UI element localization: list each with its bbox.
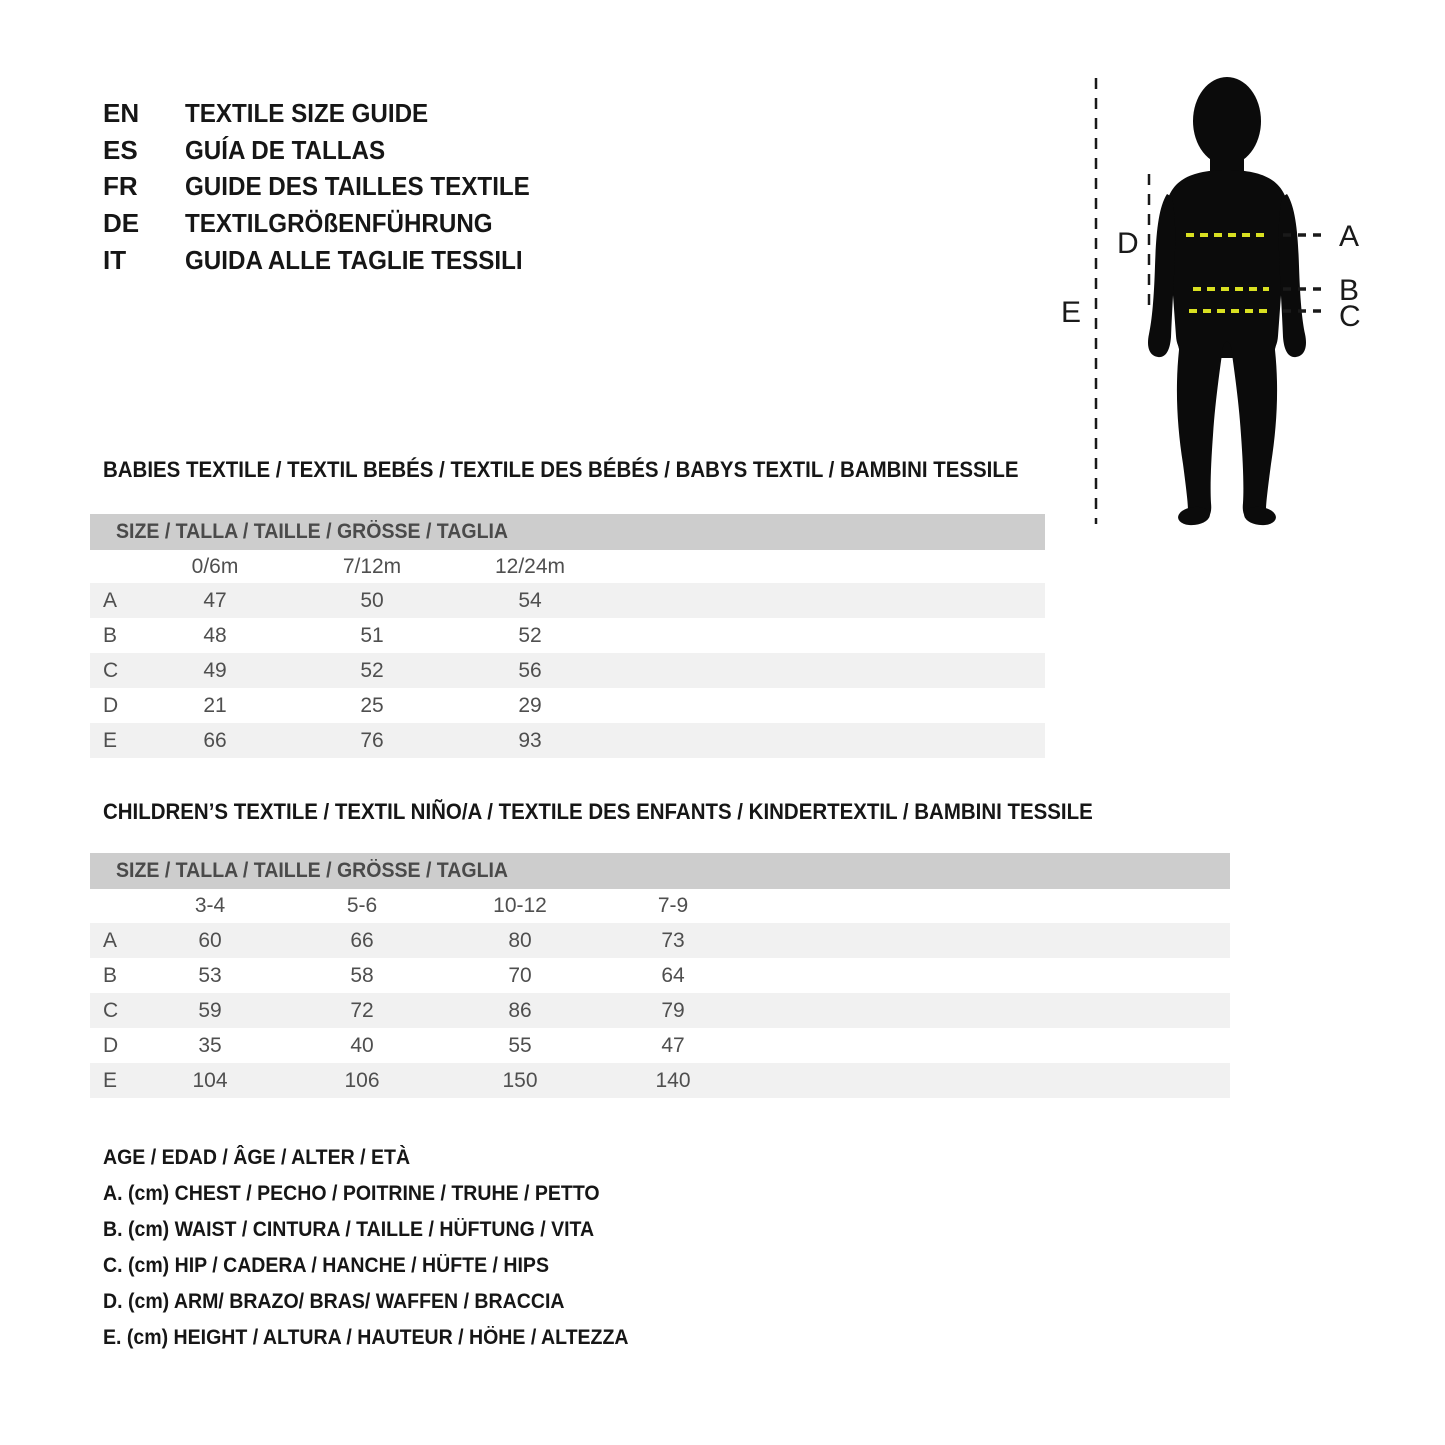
figure-label-c: C (1339, 300, 1361, 333)
silhouette-left-arm (1148, 194, 1175, 357)
children-row-d-val-0: 35 (198, 1034, 222, 1057)
children-column-header-row (90, 889, 1230, 923)
language-title-es: GUÍA DE TALLAS (185, 134, 386, 165)
children-row-b-val-0: 53 (198, 964, 222, 987)
babies-row-b-label: B (103, 624, 118, 647)
language-code-fr: FR (103, 171, 138, 202)
children-col-header-0: 3-4 (194, 894, 226, 917)
figure-label-e: E (1061, 296, 1082, 329)
measurement-diagram (1055, 60, 1415, 540)
legend-line-hip: C. (cm) HIP / CADERA / HANCHE / HÜFTE / HIPS (103, 1254, 549, 1277)
children-row-e-val-0: 104 (192, 1069, 228, 1092)
silhouette-right-leg (1232, 348, 1277, 520)
babies-row-c-val-0: 49 (203, 659, 227, 682)
babies-row-c-val-1: 52 (360, 659, 384, 682)
babies-row-c (90, 653, 1045, 688)
language-code-en: EN (103, 98, 140, 128)
babies-row-d-val-0: 21 (203, 694, 227, 717)
language-row-fr (103, 168, 556, 205)
children-table-header: SIZE / TALLA / TAILLE / GRÖSSE / TAGLIA (116, 859, 509, 882)
language-title-fr: GUIDE DES TAILLES TEXTILE (185, 171, 530, 202)
children-row-e-label: E (103, 1069, 118, 1092)
figure-label-d: D (1117, 227, 1139, 260)
babies-row-d-val-1: 25 (360, 694, 384, 717)
babies-table-header-bar (90, 514, 1045, 550)
children-row-b-val-3: 64 (661, 964, 685, 987)
children-table-header-bar (90, 853, 1230, 889)
babies-row-a-val-1: 50 (360, 589, 384, 612)
children-col-header-1: 5-6 (346, 894, 378, 917)
legend-line-chest: A. (cm) CHEST / PECHO / POITRINE / TRUHE / PETTO (103, 1182, 600, 1205)
children-row-a (90, 923, 1230, 958)
babies-table-header: SIZE / TALLA / TAILLE / GRÖSSE / TAGLIA (116, 520, 509, 543)
children-row-e-val-2: 150 (502, 1069, 538, 1092)
children-row-d-val-3: 47 (661, 1034, 685, 1057)
babies-table (90, 514, 1045, 793)
babies-col-header-2: 12/24m (494, 555, 566, 578)
legend-line-waist: B. (cm) WAIST / CINTURA / TAILLE / HÜFTUNG / VITA (103, 1218, 595, 1241)
children-row-b (90, 958, 1230, 993)
children-row-d-val-1: 40 (350, 1034, 374, 1057)
language-row-it (103, 242, 556, 279)
babies-row-e-val-1: 76 (360, 729, 384, 752)
language-title-en: TEXTILE SIZE GUIDE (185, 98, 429, 128)
babies-section-title: BABIES TEXTILE / TEXTIL BEBÉS / TEXTILE DES BÉBÉS / BABYS TEXTIL / BAMBINI TESSILE (103, 457, 1019, 482)
children-row-d (90, 1028, 1230, 1063)
language-list (103, 95, 556, 278)
legend-line-height: E. (cm) HEIGHT / ALTURA / HAUTEUR / HÖHE / ALTEZZA (103, 1326, 629, 1349)
figure-label-b: B (1339, 274, 1360, 307)
figure-label-a: A (1339, 220, 1360, 253)
babies-row-e-label: E (103, 729, 118, 752)
language-title-it: GUIDA ALLE TAGLIE TESSILI (185, 244, 523, 275)
babies-col-header-1: 7/12m (342, 555, 402, 578)
babies-row-a (90, 583, 1045, 618)
children-row-b-label: B (103, 964, 118, 987)
language-code-es: ES (103, 134, 138, 165)
children-row-a-val-1: 66 (350, 929, 374, 952)
children-row-b-val-2: 70 (508, 964, 532, 987)
children-row-b-val-1: 58 (350, 964, 374, 987)
children-row-a-val-2: 80 (508, 929, 532, 952)
children-row-a-val-3: 73 (661, 929, 685, 952)
babies-row-a-val-0: 47 (203, 589, 227, 612)
babies-row-e (90, 723, 1045, 758)
language-code-de: DE (103, 208, 140, 239)
children-col-header-2: 10-12 (493, 894, 547, 917)
babies-row-d-val-2: 29 (518, 694, 542, 717)
children-row-e-val-1: 106 (344, 1069, 380, 1092)
legend-line-arm: D. (cm) ARM/ BRAZO/ BRAS/ WAFFEN / BRACCIA (103, 1290, 565, 1313)
silhouette-left-leg (1177, 348, 1222, 520)
babies-row-a-label: A (103, 589, 118, 612)
children-row-e-val-3: 140 (655, 1069, 691, 1092)
children-col-header-3: 7-9 (657, 894, 689, 917)
language-code-it: IT (103, 244, 127, 275)
babies-row-d-label: D (103, 694, 119, 717)
children-row-a-val-0: 60 (198, 929, 222, 952)
babies-row-a-val-2: 54 (518, 589, 542, 612)
children-row-a-label: A (103, 929, 118, 952)
language-title-de: TEXTILGRÖßENFÜHRUNG (185, 208, 493, 239)
children-row-c-val-3: 79 (661, 999, 685, 1022)
children-row-c-val-0: 59 (198, 999, 222, 1022)
children-row-d-val-2: 55 (508, 1034, 532, 1057)
children-row-c (90, 993, 1230, 1028)
children-row-c-val-2: 86 (508, 999, 532, 1022)
language-row-es (103, 132, 556, 169)
babies-row-c-val-2: 56 (518, 659, 542, 682)
babies-column-header-row (90, 550, 1045, 583)
babies-row-e-val-2: 93 (518, 729, 542, 752)
children-row-d-label: D (103, 1034, 119, 1057)
children-row-c-val-1: 72 (350, 999, 374, 1022)
language-row-en (103, 95, 556, 132)
silhouette-right-arm (1279, 194, 1306, 357)
measurement-legend (103, 1140, 668, 1356)
babies-row-b (90, 618, 1045, 653)
babies-row-b-val-1: 51 (360, 624, 384, 647)
babies-row-b-val-2: 52 (518, 624, 542, 647)
legend-line-age: AGE / EDAD / ÂGE / ALTER / ETÀ (103, 1146, 411, 1169)
children-row-e (90, 1063, 1230, 1098)
babies-row-e-val-0: 66 (203, 729, 227, 752)
children-row-c-label: C (103, 999, 119, 1022)
language-row-de (103, 205, 556, 242)
children-section-title: CHILDREN’S TEXTILE / TEXTIL NIÑO/A / TEXTILE DES ENFANTS / KINDERTEXTIL / BAMBINI TESSILE (103, 799, 1093, 824)
babies-row-b-val-0: 48 (203, 624, 227, 647)
babies-row-c-label: C (103, 659, 119, 682)
silhouette-head (1193, 77, 1261, 165)
child-silhouette (1148, 77, 1306, 527)
babies-col-header-0: 0/6m (191, 555, 239, 578)
children-table (90, 853, 1230, 1133)
child-silhouette-svg (1055, 60, 1415, 540)
babies-row-d (90, 688, 1045, 723)
